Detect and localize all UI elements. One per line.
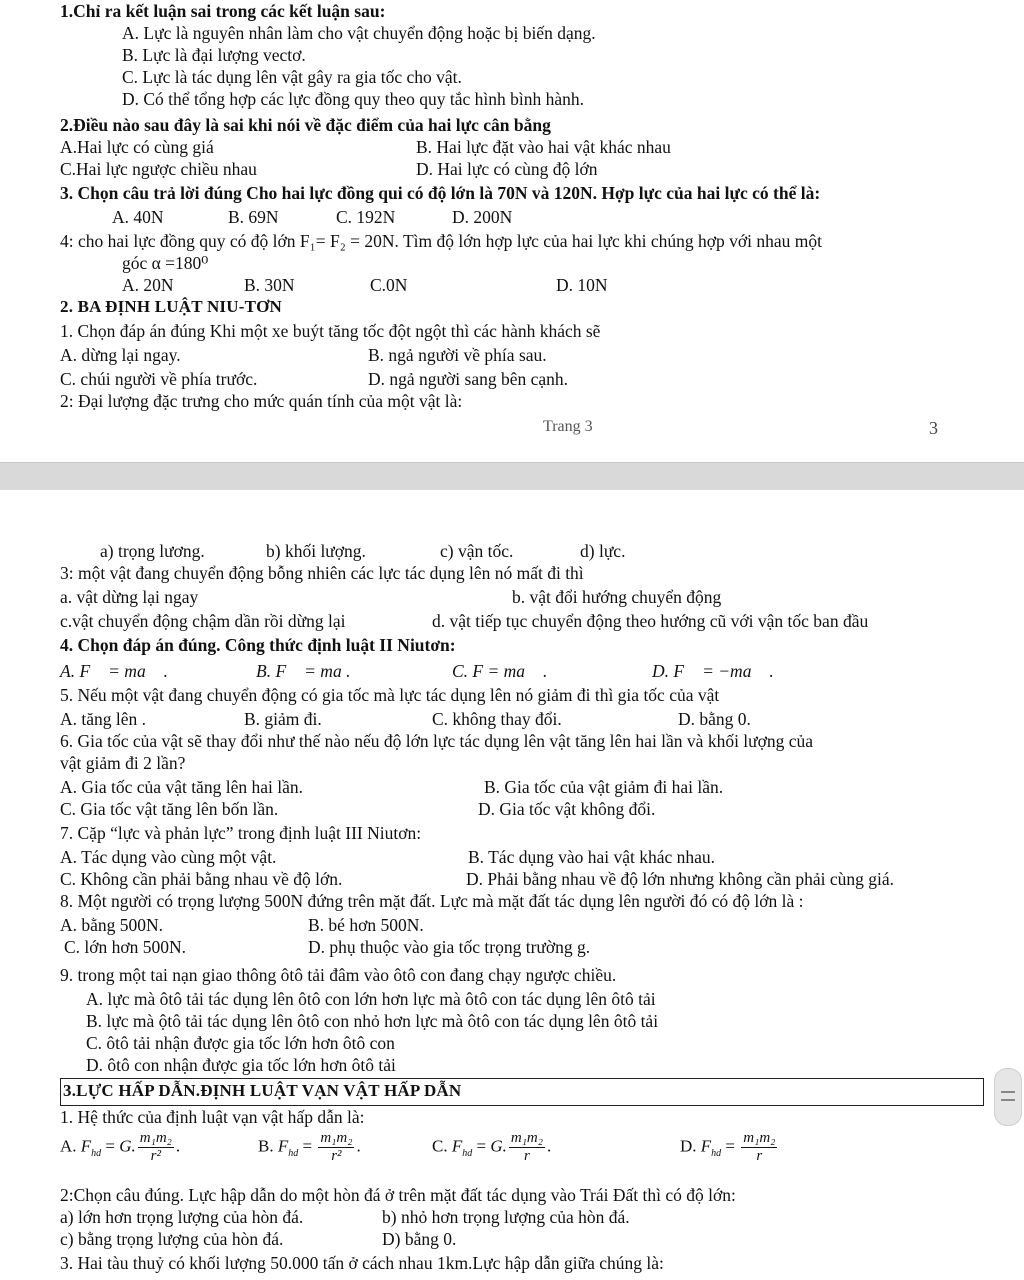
gravity-constant: G. [490, 1136, 507, 1156]
formula-option: C. F = ma⃗ . [452, 661, 548, 681]
answer-option: D. ôtô con nhận được gia tốc lớn hơn ôtô tải [86, 1055, 396, 1075]
answer-option: b) khối lượng. [266, 541, 366, 561]
answer-option: B. 69N [228, 207, 279, 227]
grip-line-icon [1001, 1099, 1015, 1101]
answer-option: B. bé hơn 500N. [308, 915, 424, 935]
answer-option: D. Phải bằng nhau về độ lớn nhưng không cần phải cùng giá. [466, 869, 894, 889]
fraction-numerator: m₁m₂ [139, 1130, 172, 1146]
option-label: B. [258, 1136, 274, 1156]
answer-option: A. Lực là nguyên nhân làm cho vật chuyển động hoặc bị biến dạng. [122, 23, 596, 43]
answer-option: a) lớn hơn trọng lượng của hòn đá. [60, 1207, 304, 1227]
scroll-handle[interactable] [994, 1068, 1022, 1126]
fraction-numerator: m₁m₂ [510, 1130, 543, 1146]
force-symbol: F [80, 1136, 92, 1156]
answer-option: c) bằng trọng lượng của hòn đá. [60, 1229, 284, 1249]
answer-option: A.Hai lực có cùng giá [60, 137, 214, 157]
question-title: 2: Đại lượng đặc trưng cho mức quán tính của một vật là: [60, 391, 463, 411]
answer-option: D. Gia tốc vật không đổi. [478, 799, 656, 819]
answer-option: c.vật chuyển động chậm dần rồi dừng lại [60, 611, 346, 631]
answer-option: D. ngả người sang bên cạnh. [368, 369, 569, 389]
section-heading-box [60, 1078, 984, 1106]
answer-option: A. 40N [112, 207, 164, 227]
fraction-denominator: r [523, 1148, 530, 1164]
question-title: 2.Điều nào sau đây là sai khi nói về đặc điểm của hai lực cân bằng [60, 115, 551, 135]
answer-option: B. 30N [244, 275, 295, 295]
answer-option: c) vận tốc. [440, 541, 514, 561]
question-title: 2:Chọn câu đúng. Lực hập dẫn do một hòn đá ở trên mặt đất tác dụng vào Trái Đất thì có độ lớn: [60, 1185, 736, 1205]
answer-option: C.Hai lực ngược chiều nhau [60, 159, 257, 179]
answer-option: B. giảm đi. [244, 709, 322, 729]
answer-option: A. Gia tốc của vật tăng lên hai lần. [60, 777, 303, 797]
option-label: D. [680, 1136, 697, 1156]
question-title: 4. Chọn đáp án đúng. Công thức định luật II Niutơn: [60, 635, 456, 655]
question-title: 7. Cặp “lực và phản lực” trong định luật III Niutơn: [60, 823, 422, 843]
answer-option: A. lực mà ôtô tải tác dụng lên ôtô con lớn hơn lực mà ôtô con tác dụng lên ôtô tải [86, 989, 656, 1009]
force-symbol: F [277, 1136, 289, 1156]
force-subscript: hd [711, 1147, 722, 1159]
formula-option-b: B. $F_{hd}$ = $\frac{\text{m₁m₂}}{\text{r²}}$ . [258, 1130, 361, 1164]
fraction-denominator: r² [150, 1148, 162, 1164]
question-angle: góc α =180⁰ [122, 253, 209, 273]
answer-option: D. bằng 0. [678, 709, 751, 729]
fraction-numerator: m₁m₂ [743, 1130, 776, 1146]
answer-option: D) bằng 0. [382, 1229, 457, 1249]
answer-option: D. 10N [556, 275, 608, 295]
answer-option: C. 192N [336, 207, 396, 227]
answer-option: B. Hai lực đặt vào hai vật khác nhau [416, 137, 671, 157]
section-heading: 3.LỰC HẤP DẪN.ĐỊNH LUẬT VẠN VẬT HẤP DẪN [63, 1081, 462, 1100]
answer-option: a. vật dừng lại ngay [60, 587, 199, 607]
answer-option: B. lực mà ộtô tải tác dụng lên ôtô con nhỏ hơn lực mà ôtô con tác dụng lên ôtô tải [86, 1011, 659, 1031]
answer-option: C. chúi người về phía trước. [60, 369, 258, 389]
answer-option: A. Tác dụng vào cùng một vật. [60, 847, 277, 867]
question-title: 3: một vật đang chuyển động bỗng nhiên các lực tác dụng lên nó mất đi thì [60, 563, 584, 583]
formula-option-c: C. $F_{hd} = G$. $\frac{\text{m₁m₂}}{r}$ . [432, 1130, 552, 1164]
formula-option: B. F⃗ = ma . [256, 661, 351, 681]
answer-option: C. không thay đổi. [432, 709, 562, 729]
force-subscript: hd [462, 1147, 473, 1159]
document-page-3 [0, 0, 1024, 462]
page-footer: Trang 3 [543, 418, 593, 435]
formula-option: D. F⃗ = −ma⃗ . [652, 661, 774, 681]
force-symbol: F [451, 1136, 463, 1156]
force-subscript: hd [91, 1147, 102, 1159]
answer-option: B. Tác dụng vào hai vật khác nhau. [468, 847, 716, 867]
answer-option: D. Hai lực có cùng độ lớn [416, 159, 598, 179]
answer-option: A. bằng 500N. [60, 915, 164, 935]
formula-option-a: A. $F_{hd} = G$. $\frac{\text{m₁m₂}}{\text{r²}}$ . [60, 1130, 181, 1164]
answer-option: A. dừng lại ngay. [60, 345, 181, 365]
answer-option: C. Không cần phải bằng nhau về độ lớn. [60, 869, 343, 889]
question-title: 6. Gia tốc của vật sẽ thay đổi như thế nào nếu độ lớn lực tác dụng lên vật tăng lên hai lần và khối lượng của [60, 731, 814, 751]
answer-option: C.0N [370, 275, 408, 295]
formula-option: A. F⃗ = ma⃗ . [60, 661, 169, 681]
answer-option: a) trọng lương. [100, 541, 205, 561]
option-label: A. [60, 1136, 77, 1156]
fraction [138, 1130, 174, 1165]
fraction-denominator: r² [331, 1148, 342, 1164]
answer-option: A. tăng lên . [60, 709, 147, 729]
question-title: 3. Hai tàu thuỷ có khối lượng 50.000 tấn ở cách nhau 1km.Lực hập dẫn giữa chúng là: [60, 1253, 664, 1273]
formula-option-d: D. $F_{hd}$ = $\frac{\text{m₁m₂}}{r}$ [680, 1130, 776, 1164]
page-number: 3 [929, 418, 938, 438]
answer-option: d. vật tiếp tục chuyển động theo hướng cũ với vận tốc ban đầu [432, 611, 869, 631]
answer-option: D. Có thể tổng hợp các lực đồng quy theo quy tắc hình bình hành. [122, 89, 584, 109]
fraction-numerator: m₁m₂ [320, 1130, 353, 1146]
page-separator [0, 462, 1024, 492]
answer-option: C. Lực là tác dụng lên vật gây ra gia tốc cho vật. [122, 67, 462, 87]
answer-option: D. 200N [452, 207, 513, 227]
answer-option: B. ngả người về phía sau. [368, 345, 547, 365]
answer-option: C. Gia tốc vật tăng lên bốn lần. [60, 799, 279, 819]
question-title: 5. Nếu một vật đang chuyển động có gia tốc mà lực tác dụng lên nó giảm đi thì gia tốc của vật [60, 685, 720, 705]
answer-option: C. ôtô tải nhận được gia tốc lớn hơn ôtô con [86, 1033, 395, 1053]
question-title: 3. Chọn câu trả lời đúng Cho hai lực đồng qui có độ lớn là 70N và 120N. Hợp lực của hai lực có thể là: [60, 183, 821, 203]
question-title: 1.Chỉ ra kết luận sai trong các kết luận sau: [60, 1, 386, 21]
force-subscript: hd [288, 1147, 299, 1159]
answer-option: d) lực. [580, 541, 626, 561]
section-heading: 2. BA ĐỊNH LUẬT NIU-TƠN [60, 297, 283, 316]
fraction [741, 1130, 777, 1165]
question-title: 9. trong một tai nạn giao thông ôtô tải đâm vào ôtô con đang chạy ngược chiều. [60, 965, 617, 985]
force-symbol: F [700, 1136, 712, 1156]
fraction [509, 1130, 545, 1165]
question-title: 1. Chọn đáp án đúng Khi một xe buýt tăng tốc đột ngột thì các hành khách sẽ [60, 321, 601, 341]
fraction [318, 1130, 354, 1165]
answer-option: B. Gia tốc của vật giảm đi hai lần. [484, 777, 724, 797]
answer-option: A. 20N [122, 275, 174, 295]
question-title: vật giảm đi 2 lần? [60, 753, 186, 773]
answer-option: b) nhỏ hơn trọng lượng của hòn đá. [382, 1207, 630, 1227]
option-label: C. [432, 1136, 448, 1156]
question-title: 4: cho hai lực đồng quy có độ lớn F₁= F₂ = 20N. Tìm độ lớn hợp lực của hai lực khi chúng hợp với nhau một [60, 231, 823, 251]
question-title: 8. Một người có trọng lượng 500N đứng trên mặt đất. Lực mà mặt đất tác dụng lên người đó có độ lớn là : [60, 891, 804, 911]
answer-option: C. lớn hơn 500N. [64, 937, 187, 957]
answer-option: B. Lực là đại lượng vectơ. [122, 45, 306, 65]
fraction-denominator: r [756, 1148, 763, 1164]
gravity-constant: G. [119, 1136, 136, 1156]
answer-option: D. phụ thuộc vào gia tốc trọng trường g. [308, 937, 591, 957]
answer-option: b. vật đổi hướng chuyển động [512, 587, 722, 607]
grip-line-icon [1001, 1091, 1015, 1093]
question-title: 1. Hệ thức của định luật vạn vật hấp dẫn là: [60, 1107, 365, 1127]
